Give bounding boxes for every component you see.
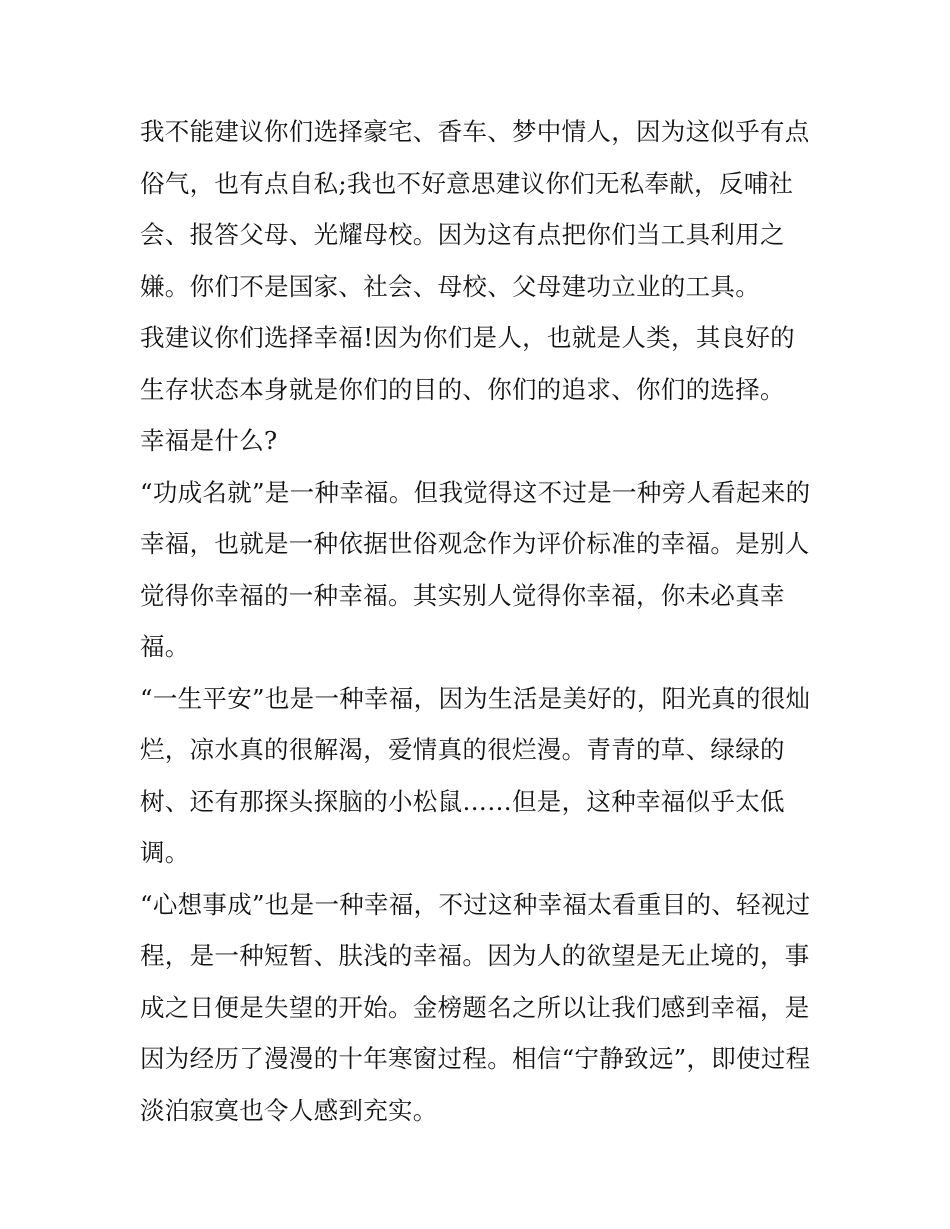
section-question: 幸福是什么? bbox=[140, 426, 278, 455]
text-line: 俗气，也有点自私;我也不好意思建议你们无私奉献，反哺社 bbox=[140, 168, 794, 198]
text-line: “心想事成”也是一种幸福，不过这种幸福太看重目的、轻视过 bbox=[140, 889, 811, 919]
text-line: 淡泊寂寞也令人感到充实。 bbox=[140, 1095, 438, 1125]
text-line: 生存状态本身就是你们的目的、你们的追求、你们的选择。 bbox=[140, 374, 785, 404]
text-line: 福。 bbox=[140, 632, 190, 661]
body-text bbox=[140, 106, 820, 1136]
text-line: 程，是一种短暂、肤浅的幸福。因为人的欲望是无止境的，事 bbox=[140, 941, 810, 970]
text-line: 会、报答父母、光耀母校。因为这有点把你们当工具利用之 bbox=[140, 220, 785, 249]
text-line: 成之日便是失望的开始。金榜题名之所以让我们感到幸福，是 bbox=[140, 992, 810, 1022]
text-line: 我不能建议你们选择豪宅、香车、梦中情人，因为这似乎有点 bbox=[140, 117, 810, 146]
text-line: 调。 bbox=[140, 838, 190, 867]
text-line: 我建议你们选择幸福!因为你们是人，也就是人类，其良好的 bbox=[140, 323, 795, 352]
text-line: 嫌。你们不是国家、社会、母校、父母建功立业的工具。 bbox=[140, 271, 760, 301]
text-line: “一生平安”也是一种幸福，因为生活是美好的，阳光真的很灿 bbox=[140, 683, 811, 713]
text-line: 幸福，也就是一种依据世俗观念作为评价标准的幸福。是别人 bbox=[140, 529, 810, 558]
text-line: “功成名就”是一种幸福。但我觉得这不过是一种旁人看起来的 bbox=[140, 477, 811, 507]
text-line: 因为经历了漫漫的十年寒窗过程。相信“宁静致远”，即使过程 bbox=[140, 1044, 811, 1073]
text-line: 树、还有那探头探脑的小松鼠……但是，这种幸福似乎太低 bbox=[140, 786, 785, 816]
text-line: 烂，凉水真的很解渴，爱情真的很烂漫。青青的草、绿绿的 bbox=[140, 735, 785, 764]
text-line: 觉得你幸福的一种幸福。其实别人觉得你幸福，你未必真幸 bbox=[140, 580, 785, 610]
